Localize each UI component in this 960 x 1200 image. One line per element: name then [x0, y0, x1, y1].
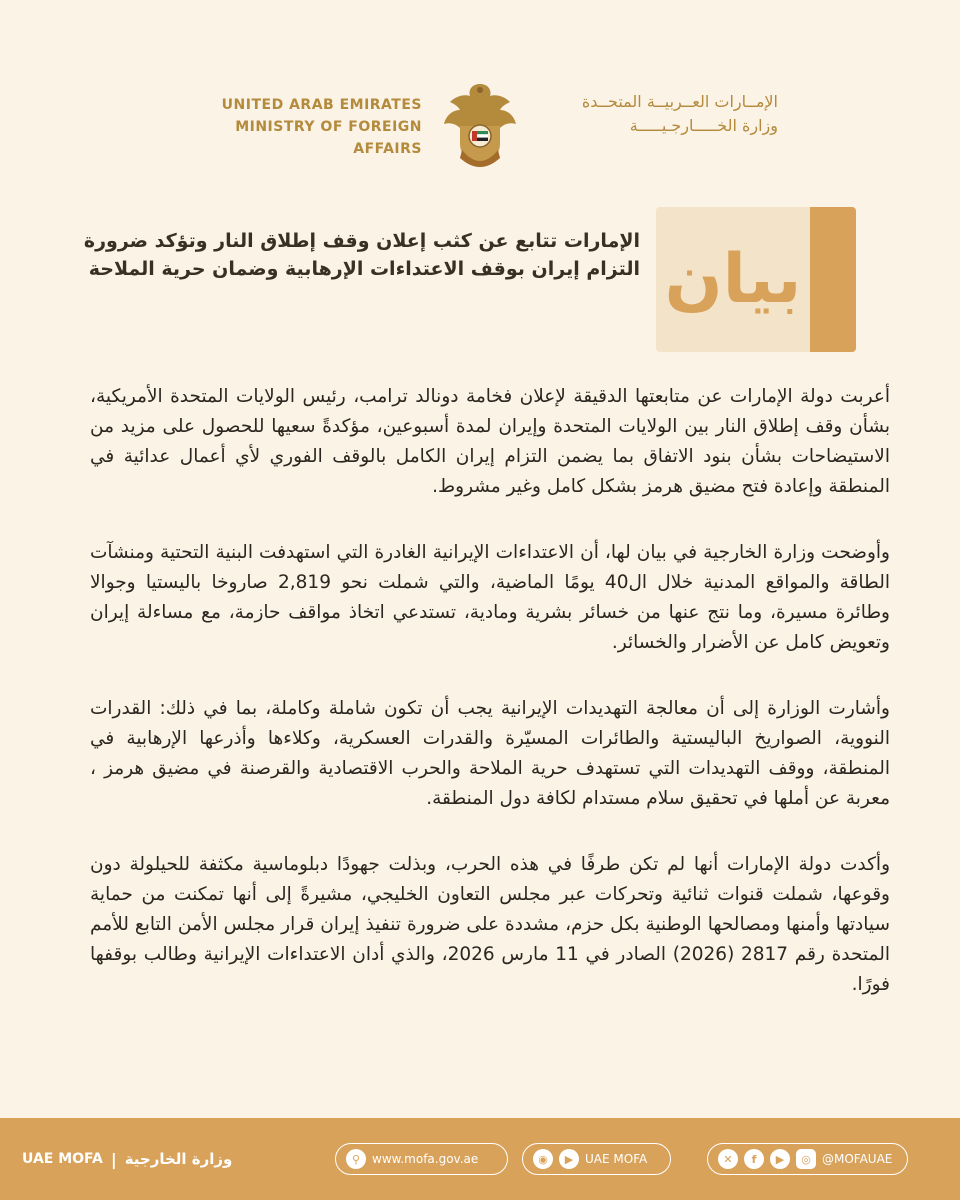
en-ministry-name: MINISTRY OF FOREIGN AFFAIRS	[235, 119, 422, 157]
ministry-name-english	[172, 94, 422, 160]
label-accent-bar	[810, 207, 856, 352]
statement-title-block	[0, 207, 960, 352]
ministry-name-arabic	[528, 90, 778, 138]
statement-headline: الإمارات تتابع عن كثب إعلان وقف إطلاق النار وتؤكد ضرورة التزام إيران بوقف الاعتداءات الإرهابية وضمان حرية الملاحة	[83, 230, 640, 280]
x-icon[interactable]: ✕	[718, 1149, 738, 1169]
paragraph-4: وأكدت دولة الإمارات أنها لم تكن طرفًا في هذه الحرب، وبذلت جهودًا دبلوماسية مكثفة للحيلولة دون وقوعها، شملت قنوات ثنائية وتحركات عبر مجلس التعاون الخليجي، مشيرةً إلى أنها تمكنت من حماية سيادتها وأمنها ومصالحها الوطنية بكل حزم، مشددة على ضرورة تنفيذ إيران قرار مجلس الأمن التابع للأمم المتحدة رقم 2817 (2026) الصادر في 11 مارس 2026، والذي أدان الاعتداءات الإيرانية وطالب بوقفها فورًا.	[90, 854, 890, 995]
paragraph-3: وأشارت الوزارة إلى أن معالجة التهديدات الإيرانية يجب أن تكون شاملة وكاملة، بما في ذلك: القدرات النووية، الصواريخ الباليستية والطائرات المسيّرة والقدرات العسكرية، وكلاءها وأذرعها الإرهابية في المنطقة، ووقف التهديدات التي تستهدف حرية الملاحة والحرب الاقتصادية والقرصنة في مضيق هرمز ، معربة عن أملها في تحقيق سلام مستدام لكافة دول المنطقة.	[90, 698, 890, 809]
youtube-link[interactable]	[522, 1143, 671, 1175]
website-url: www.mofa.gov.ae	[372, 1152, 479, 1166]
footer-brand	[22, 1146, 232, 1172]
statement-label: بيان	[664, 240, 802, 319]
en-country-name: UNITED ARAB EMIRATES	[221, 97, 422, 113]
uae-emblem-icon	[442, 80, 518, 172]
search-icon: ⚲	[346, 1149, 366, 1169]
instagram-icon[interactable]: ◎	[796, 1149, 816, 1169]
brand-arabic: وزارة الخارجية	[124, 1150, 233, 1168]
brand-english: UAE MOFA	[22, 1151, 103, 1167]
globe-icon: ◉	[533, 1149, 553, 1169]
ministry-header	[0, 80, 960, 180]
brand-separator: |	[110, 1149, 117, 1169]
facebook-icon[interactable]: f	[744, 1149, 764, 1169]
website-link[interactable]	[335, 1143, 508, 1175]
paragraph-2: وأوضحت وزارة الخارجية في بيان لها، أن الاعتداءات الإيرانية الغادرة التي استهدفت البنية التحتية ومنشآت الطاقة والمواقع المدنية خلال ال40 يومًا الماضية، والتي شملت نحو 2,819 صاروخا باليستيا وجوالا وطائرة مسيرة، وما نتج عنها من خسائر بشرية ومادية، تستدعي اتخاذ مواقف حازمة، مع مساءلة إيران وتعويض كامل عن الأضرار والخسائر.	[90, 542, 890, 653]
ar-country-name: الإمــارات العــربيــة المتحــدة	[581, 92, 778, 111]
paragraph-1: أعربت دولة الإمارات عن متابعتها الدقيقة لإعلان فخامة دونالد ترامب، رئيس الولايات المتحدة الأمريكية، بشأن وقف إطلاق النار بين الولايات المتحدة وإيران لمدة أسبوعين، مؤكدةً سعيها للحصول على مزيد من الاستيضاحات بشأن بنود الاتفاق بما يضمن التزام إيران الكامل بالوقف الفوري لأي أعمال عدائية في المنطقة وإعادة فتح مضيق هرمز بشكل كامل وغير مشروط.	[90, 386, 890, 497]
statement-body	[90, 382, 890, 1036]
social-handle: @MOFAUAE	[822, 1152, 893, 1166]
social-links[interactable]	[707, 1143, 908, 1175]
play-icon: ▶	[559, 1149, 579, 1169]
ar-ministry-name: وزارة الخـــــارجـيـــــة	[629, 116, 778, 135]
statement-label-box	[656, 207, 856, 352]
youtube-handle: UAE MOFA	[585, 1152, 648, 1166]
play-icon[interactable]: ▶	[770, 1149, 790, 1169]
footer-bar	[0, 1118, 960, 1200]
